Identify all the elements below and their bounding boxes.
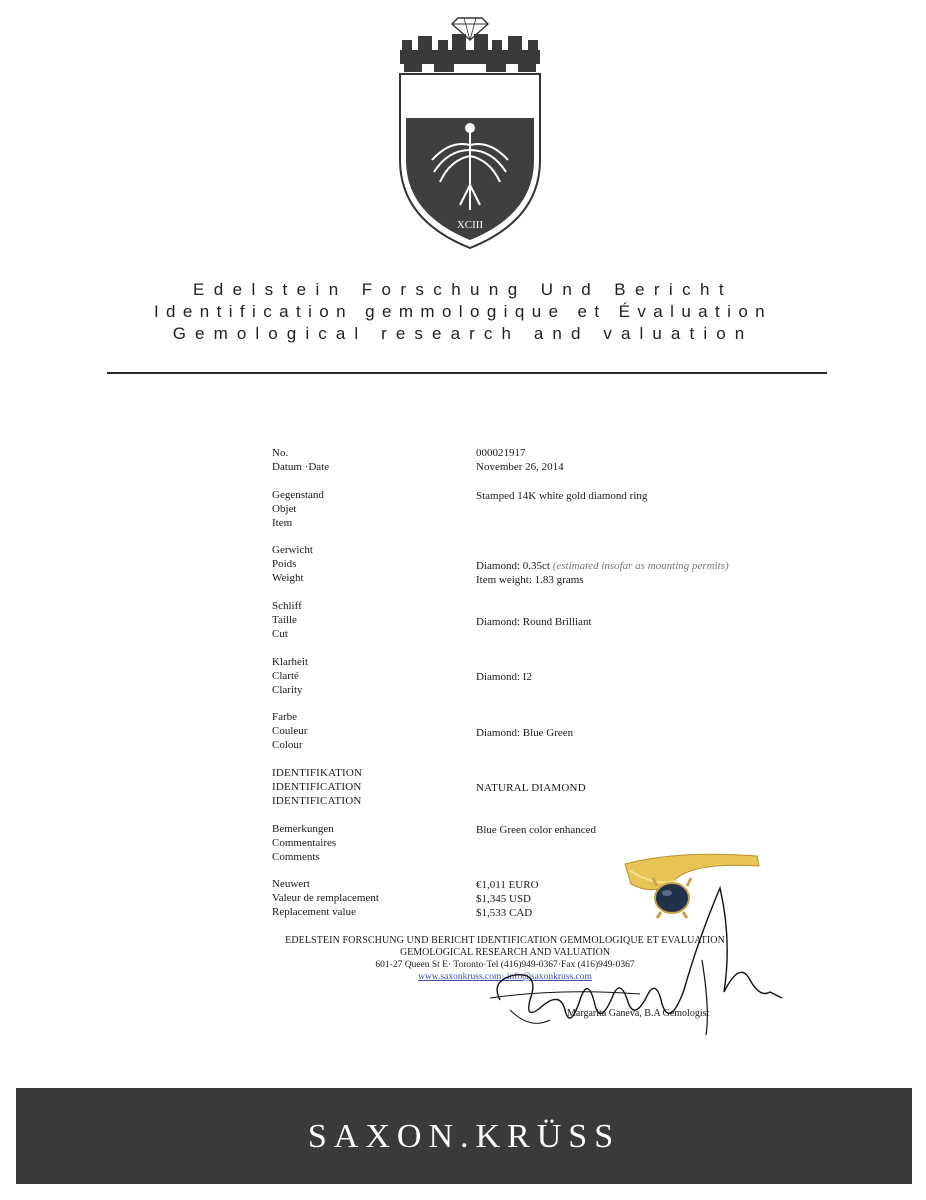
signer-name: Margarita Ganeva, B.A Gemologist	[567, 1008, 710, 1019]
label-cut-en: Cut	[272, 628, 288, 640]
label-comments-de: Bemerkungen	[272, 823, 334, 835]
crest-emblem	[390, 10, 550, 255]
label-colour-fr: Couleur	[272, 725, 308, 737]
weight-diamond-text: Diamond: 0.35ct	[476, 560, 550, 572]
value-comments: Blue Green color enhanced	[476, 824, 597, 836]
label-comments-fr: Commentaires	[272, 837, 337, 849]
value-clarity: Diamond: I2	[476, 671, 532, 683]
label-comments-en: Comments	[272, 851, 320, 863]
heading-french: Identification gemmologique et Évaluation	[153, 302, 773, 321]
value-number: 000021917	[476, 447, 526, 459]
label-weight-fr: Poids	[272, 558, 297, 570]
label-item-de: Gegenstand	[272, 489, 324, 501]
label-clarity-de: Klarheit	[272, 656, 309, 668]
label-cut-fr: Taille	[272, 614, 297, 626]
label-date: Datum ·Date	[272, 461, 330, 473]
footer-line-2: GEMOLOGICAL RESEARCH AND VALUATION	[399, 947, 611, 958]
label-valuation-fr: Valeur de remplacement	[272, 892, 379, 904]
heading-english: Gemological research and valuation	[172, 324, 754, 343]
value-weight-diamond	[476, 559, 729, 573]
label-cut-de: Schliff	[272, 600, 302, 612]
label-valuation-en: Replacement value	[272, 906, 356, 918]
label-weight-en: Weight	[272, 572, 304, 584]
crest-numeral: XCIII	[456, 219, 484, 231]
label-number: No.	[272, 447, 289, 459]
footer-links[interactable]: www.saxonkruss.com· info@saxonkruss.com	[418, 972, 592, 982]
footer-address: 601-27 Queen St E· Toronto·Tel (416)949-0367·Fax (416)949-0367	[375, 960, 635, 970]
label-item-en: Item	[272, 517, 293, 529]
value-cad: $1,533 CAD	[476, 907, 533, 919]
value-date: November 26, 2014	[476, 461, 564, 473]
label-colour-de: Farbe	[272, 711, 298, 723]
brand-logo: SAXON.KRÜSS	[307, 1118, 621, 1155]
value-cut: Diamond: Round Brilliant	[476, 616, 592, 628]
heading-german: Edelstein Forschung Und Bericht	[193, 280, 733, 299]
label-identification-de: IDENTIFIKATION	[272, 767, 363, 779]
label-identification-en: IDENTIFICATION	[272, 795, 362, 807]
signature-image	[470, 880, 790, 1040]
divider-rule	[107, 372, 827, 374]
label-clarity-fr: Clarté	[272, 670, 299, 682]
value-colour: Diamond: Blue Green	[476, 727, 574, 739]
label-weight-de: Gerwicht	[272, 544, 313, 556]
value-usd: $1,345 USD	[476, 893, 532, 905]
label-identification-fr: IDENTIFICATION	[272, 781, 362, 793]
value-eur: €1,011 EURO	[476, 879, 539, 891]
label-valuation-de: Neuwert	[272, 878, 310, 890]
value-item: Stamped 14K white gold diamond ring	[476, 490, 648, 502]
label-item-fr: Objet	[272, 503, 297, 515]
label-colour-en: Colour	[272, 739, 303, 751]
label-clarity-en: Clarity	[272, 684, 303, 696]
value-identification: NATURAL DIAMOND	[476, 782, 586, 794]
value-weight-item: Item weight: 1.83 grams	[476, 574, 584, 586]
footer-line-1: EDELSTEIN FORSCHUNG UND BERICHT IDENTIFICATION GEMMOLOGIQUE ET EVALUATION	[285, 935, 725, 946]
weight-note: (estimated insofar as mounting permits)	[552, 560, 729, 572]
